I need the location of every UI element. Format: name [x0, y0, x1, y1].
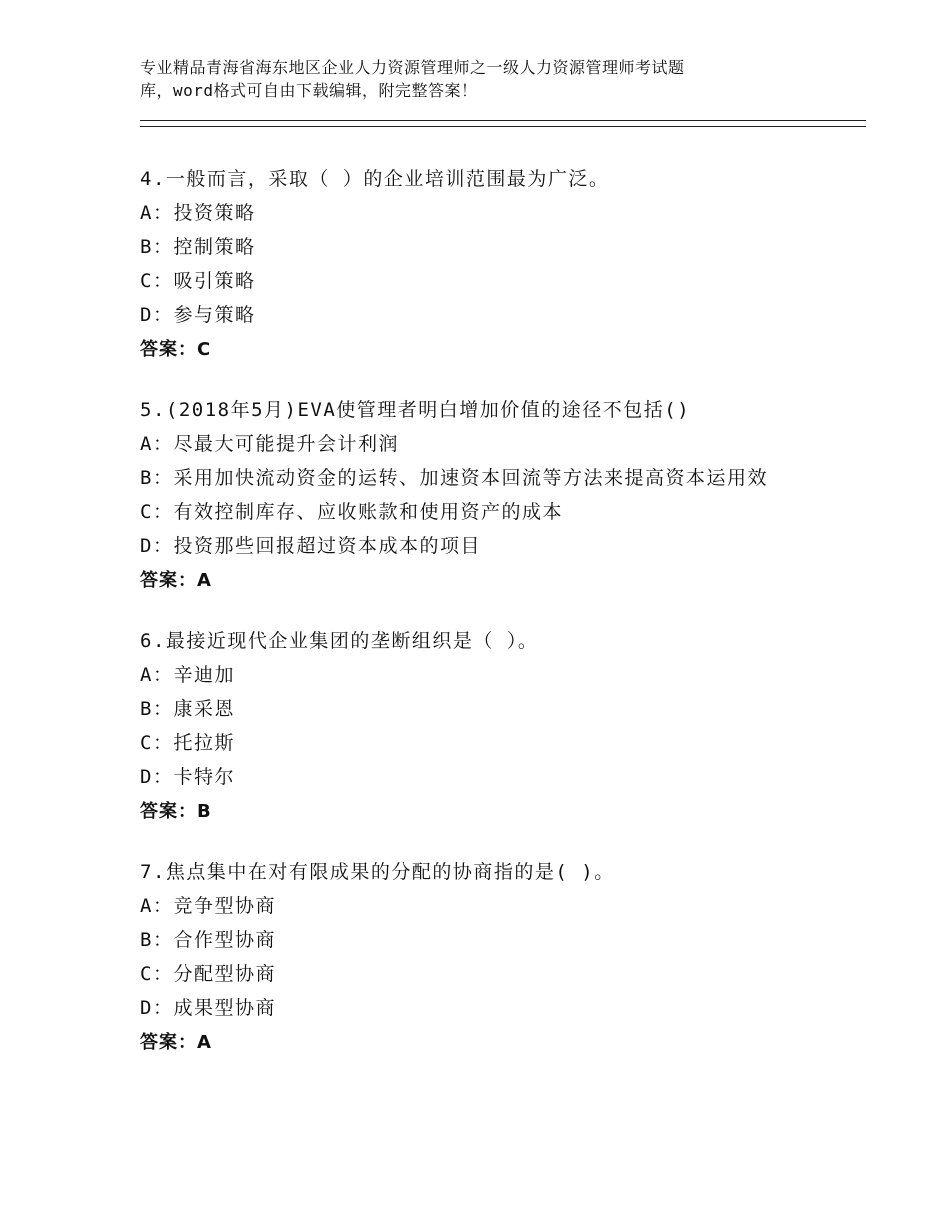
- option-b: B：控制策略: [140, 236, 256, 258]
- document-header: [140, 56, 780, 102]
- option-b: B：合作型协商: [140, 929, 276, 951]
- question-stem: 5.(2018年5月)EVA使管理者明白增加价值的途径不包括(): [140, 399, 691, 421]
- option-b: B：康采恩: [140, 698, 235, 720]
- option-d: D：参与策略: [140, 304, 256, 326]
- answer-label: 答案：B: [140, 801, 212, 822]
- option-d: D：成果型协商: [140, 997, 276, 1019]
- question-list: [140, 162, 860, 1086]
- option-c: C：吸引策略: [140, 270, 256, 292]
- answer-label: 答案：C: [140, 339, 212, 360]
- question-stem: 6.最接近现代企业集团的垄断组织是（ ）。: [140, 630, 539, 652]
- question-4: [140, 162, 860, 368]
- answer-label: 答案：A: [140, 570, 212, 591]
- option-c: C：托拉斯: [140, 732, 235, 754]
- option-d: D：投资那些回报超过资本成本的项目: [140, 535, 481, 557]
- question-7: [140, 855, 860, 1061]
- question-stem: 4.一般而言，采取（ ）的企业培训范围最为广泛。: [140, 168, 610, 190]
- option-a: A：竞争型协商: [140, 895, 276, 917]
- option-a: A：辛迪加: [140, 664, 235, 686]
- option-b: B：采用加快流动资金的运转、加速资本回流等方法来提高资本运用效: [140, 467, 768, 489]
- header-title-line-2: 库，word格式可自由下载编辑，附完整答案！: [140, 81, 478, 100]
- header-title-line-1: 专业精品青海省海东地区企业人力资源管理师之一级人力资源管理师考试题: [140, 58, 685, 77]
- option-c: C：分配型协商: [140, 963, 276, 985]
- question-6: [140, 624, 860, 830]
- header-double-rule: [140, 120, 866, 127]
- option-a: A：投资策略: [140, 202, 256, 224]
- question-5: [140, 393, 860, 599]
- option-d: D：卡特尔: [140, 766, 235, 788]
- question-stem: 7.焦点集中在对有限成果的分配的协商指的是( )。: [140, 861, 615, 883]
- answer-label: 答案：A: [140, 1032, 212, 1053]
- option-a: A：尽最大可能提升会计利润: [140, 433, 399, 455]
- option-c: C：有效控制库存、应收账款和使用资产的成本: [140, 501, 563, 523]
